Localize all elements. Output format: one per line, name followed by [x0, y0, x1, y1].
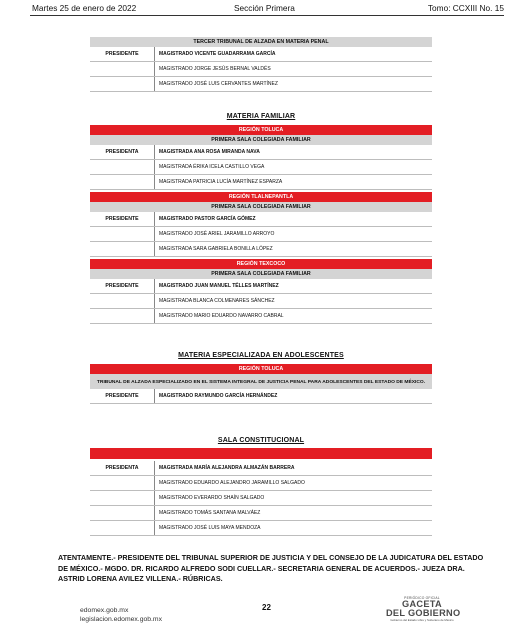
footer-links [80, 606, 162, 624]
name-cell: MAGISTRADO JOSÉ LUIS CERVANTES MARTÍNEZ [154, 77, 432, 91]
role-cell [90, 175, 154, 189]
tribunal-band: TERCER TRIBUNAL DE ALZADA EN MATERIA PENAL [90, 37, 432, 47]
role-cell [90, 227, 154, 241]
logo-line2: DEL GOBIERNO [386, 608, 461, 618]
table-row [90, 506, 432, 521]
table-row [90, 309, 432, 324]
region-band: REGIÓN TOLUCA [90, 125, 432, 135]
role-cell: PRESIDENTE [105, 393, 139, 399]
role-cell [90, 476, 154, 490]
table-row [90, 461, 432, 476]
role-cell [90, 160, 154, 174]
role-cell [90, 521, 154, 535]
header-section: Sección Primera [234, 3, 295, 13]
table-row [90, 279, 432, 294]
name-cell: MAGISTRADO JOSÉ LUIS MAYA MENDOZA [154, 521, 432, 535]
header-rule [30, 15, 504, 16]
role-cell [90, 294, 154, 308]
table-row [90, 389, 432, 404]
logo-tiny-text: Gobierno del Estado Libre y Soberano de México [390, 618, 454, 622]
role-cell [90, 62, 154, 76]
table-row [90, 242, 432, 257]
region-band [90, 448, 432, 459]
tribunal-alzada-penal-table [90, 37, 432, 92]
footer-link-legislacion[interactable]: legislacion.edomex.gob.mx [80, 616, 162, 623]
name-cell: MAGISTRADA ÉRIKA ICELA CASTILLO VEGA [154, 160, 432, 174]
role-cell [90, 491, 154, 505]
section-title-constitucional: SALA CONSTITUCIONAL [217, 437, 305, 444]
role-cell [90, 242, 154, 256]
name-cell: MAGISTRADA SARA GABRIELA BONILLA LÓPEZ [154, 242, 432, 256]
sala-band: PRIMERA SALA COLEGIADA FAMILIAR [90, 202, 432, 212]
name-cell: MAGISTRADA BLANCA COLMENARES SÁNCHEZ [154, 294, 432, 308]
name-cell: MAGISTRADO MARIO EDUARDO NAVARRO CABRAL [154, 309, 432, 323]
table-row [90, 294, 432, 309]
familiar-table [90, 125, 432, 324]
role-cell [90, 309, 154, 323]
role-cell [90, 77, 154, 91]
name-cell: MAGISTRADA PATRICIA LUCÍA MARTÍNEZ ESPARZA [154, 175, 432, 189]
constitucional-table [90, 448, 432, 536]
table-row [90, 227, 432, 242]
adolescentes-table [90, 364, 432, 404]
header-date: Martes 25 de enero de 2022 [32, 3, 137, 13]
name-cell: MAGISTRADO TOMÁS SANTANA MALVÁEZ [154, 506, 432, 520]
page-header [32, 3, 504, 15]
table-row [90, 476, 432, 491]
header-volume: Tomo: CCXIII No. 15 [427, 3, 504, 13]
sala-band: PRIMERA SALA COLEGIADA FAMILIAR [90, 135, 432, 145]
section-title-familiar: MATERIA FAMILIAR [226, 113, 296, 120]
role-cell: PRESIDENTE [105, 51, 139, 57]
closing-paragraph: ATENTAMENTE.- PRESIDENTE DEL TRIBUNAL SUPERIOR DE JUSTICIA Y DEL CONSEJO DE LA JUDICATURA DEL ESTADO DE MÉXICO.- MGDO. DR. RICARDO ALFREDO SODI CUELLAR.- SECRETARIA GENERAL DE ACUERDOS.- JUEZA DRA. ASTRID LORENA AVILEZ VILLENA.- RÚBRICAS. [58, 553, 484, 583]
table-row [90, 145, 432, 160]
role-cell: PRESIDENTA [105, 465, 139, 471]
table-row [90, 160, 432, 175]
role-cell: PRESIDENTA [105, 149, 139, 155]
name-cell: MAGISTRADO JUAN MANUEL TÉLLES MARTÍNEZ [154, 279, 432, 293]
name-cell: MAGISTRADA ANA ROSA MIRANDA NAVA [154, 145, 432, 159]
role-cell [90, 506, 154, 520]
section-title-adolescentes: MATERIA ESPECIALIZADA EN ADOLESCENTES [178, 352, 344, 359]
role-cell: PRESIDENTE [105, 216, 139, 222]
name-cell: MAGISTRADO EVERARDO SHAÍN SALGADO [154, 491, 432, 505]
sala-band: PRIMERA SALA COLEGIADA FAMILIAR [90, 269, 432, 279]
role-cell: PRESIDENTE [105, 283, 139, 289]
region-band: REGIÓN TEXCOCO [90, 259, 432, 269]
gaceta-logo [386, 596, 461, 622]
page-number: 22 [262, 603, 271, 612]
table-row [90, 491, 432, 506]
name-cell: MAGISTRADA MARÍA ALEJANDRA ALMAZÁN BARRERA [154, 461, 432, 475]
name-cell: MAGISTRADO RAYMUNDO GARCÍA HERNÁNDEZ [154, 389, 432, 403]
logo-line1: GACETA [402, 599, 442, 609]
table-row [90, 521, 432, 536]
tribunal-band: TRIBUNAL DE ALZADA ESPECIALIZADO EN EL SISTEMA INTEGRAL DE JUSTICIA PENAL PARA ADOLESCENTES DEL ESTADO DE MÉXICO. [90, 374, 432, 389]
table-row [90, 175, 432, 190]
name-cell: MAGISTRADO JOSÉ ARIEL JARAMILLO ARROYO [154, 227, 432, 241]
region-band: REGIÓN TLALNEPANTLA [90, 192, 432, 202]
region-band: REGIÓN TOLUCA [90, 364, 432, 374]
name-cell: MAGISTRADO JORGE JESÚS BERNAL VALDÉS [154, 62, 432, 76]
table-row [90, 212, 432, 227]
table-row [90, 47, 432, 62]
logo-small-text: PERIÓDICO OFICIAL [404, 596, 440, 600]
name-cell: MAGISTRADO PASTOR GARCÍA GÓMEZ [154, 212, 432, 226]
table-row [90, 77, 432, 92]
table-row [90, 62, 432, 77]
name-cell: MAGISTRADO EDUARDO ALEJANDRO JARAMILLO SALGADO [154, 476, 432, 490]
footer-link-edomex[interactable]: edomex.gob.mx [80, 607, 129, 614]
name-cell: MAGISTRADO VICENTE GUADARRAMA GARCÍA [154, 47, 432, 61]
